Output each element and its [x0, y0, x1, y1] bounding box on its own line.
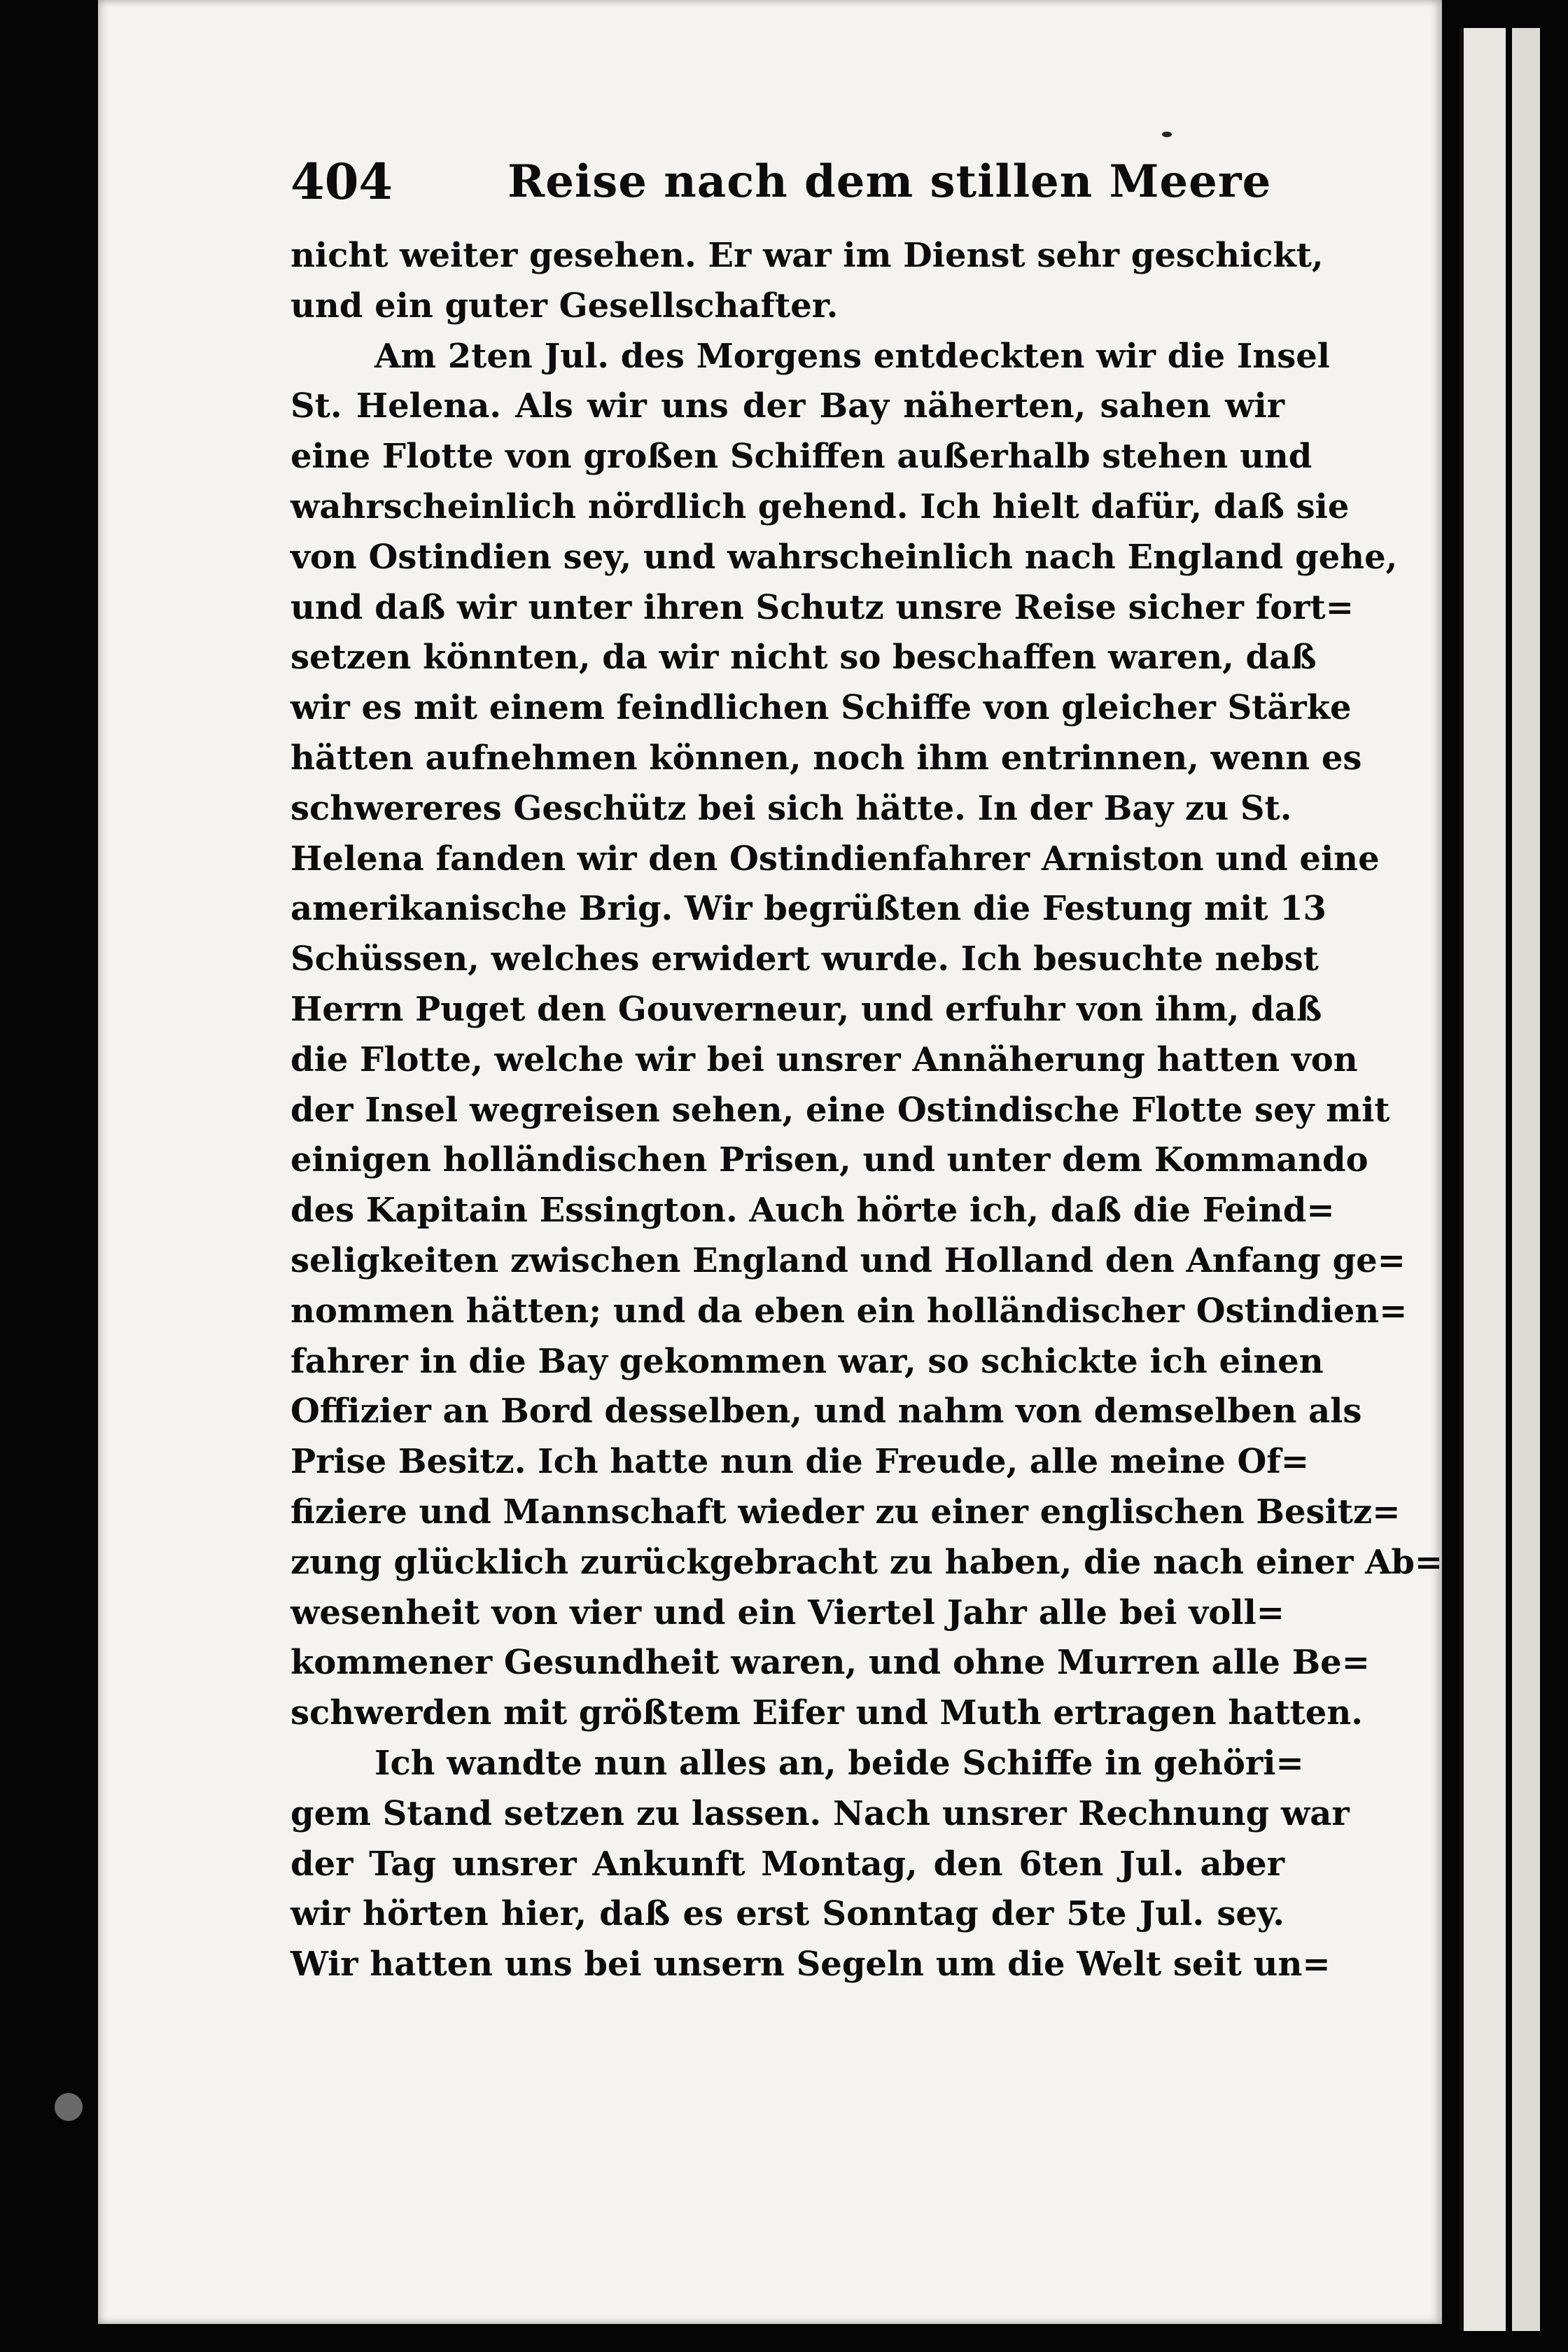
text-line: St. Helena. Als wir uns der Bay näherten, sahen wir: [290, 386, 1284, 426]
text-line: wesenheit von vier und ein Viertel Jahr alle bei voll=: [290, 1592, 1284, 1632]
text-line: hätten aufnehmen können, noch ihm entrinnen, wenn es: [290, 738, 1362, 778]
text-line: der Tag unsrer Ankunft Montag, den 6ten Jul. aber: [290, 1844, 1284, 1884]
text-line: schwerden mit größtem Eifer und Muth ertragen hatten.: [290, 1693, 1363, 1733]
text-line: von Ostindien sey, und wahrscheinlich nach England gehe,: [290, 537, 1398, 577]
text-line: und ein guter Gesellschafter.: [290, 286, 839, 326]
text-line: Helena fanden wir den Ostindienfahrer Arniston und eine: [290, 839, 1380, 878]
text-line: und daß wir unter ihren Schutz unsre Reise sicher fort=: [290, 587, 1354, 627]
text-line: Prise Besitz. Ich hatte nun die Freude, alle meine Of=: [290, 1442, 1310, 1482]
text-line: zung glücklich zurückgebracht zu haben, die nach einer Ab=: [290, 1542, 1443, 1582]
text-line: wir es mit einem feindlichen Schiffe von gleicher Stärke: [290, 688, 1352, 728]
text-line: schwereres Geschütz bei sich hätte. In der Bay zu St.: [290, 788, 1292, 828]
text-line: Wir hatten uns bei unsern Segeln um die Welt seit un=: [290, 1945, 1331, 1984]
text-line: Schüssen, welches erwidert wurde. Ich besuchte nebst: [290, 939, 1319, 979]
text-line: Am 2ten Jul. des Morgens entdeckten wir die Insel: [374, 336, 1330, 376]
text-line: die Flotte, welche wir bei unsrer Annäherung hatten von: [290, 1040, 1358, 1079]
text-line: wir hörten hier, daß es erst Sonntag der 5te Jul. sey.: [290, 1894, 1284, 1934]
text-line: des Kapitain Essington. Auch hörte ich, daß die Feind=: [290, 1191, 1335, 1231]
text-line: seligkeiten zwischen England und Holland den Anfang ge=: [290, 1240, 1406, 1280]
text-line: Offizier an Bord desselben, und nahm von demselben als: [290, 1392, 1362, 1432]
paper-blemish: [1162, 132, 1172, 137]
text-line: wahrscheinlich nördlich gehend. Ich hielt dafür, daß sie: [290, 486, 1350, 526]
text-line: gem Stand setzen zu lassen. Nach unsrer Rechnung war: [290, 1793, 1350, 1833]
text-line: kommener Gesundheit waren, und ohne Murren alle Be=: [290, 1643, 1370, 1683]
text-line: setzen könnten, da wir nicht so beschaffen waren, daß: [290, 638, 1317, 678]
text-line: nicht weiter gesehen. Er war im Dienst sehr geschickt,: [290, 236, 1324, 275]
text-line: Ich wandte nun alles an, beide Schiffe in gehöri=: [374, 1743, 1304, 1783]
text-line: fiziere und Mannschaft wieder zu einer englischen Besitz=: [290, 1492, 1401, 1532]
page-number: 404: [290, 153, 393, 211]
text-line: einigen holländischen Prisen, und unter dem Kommando: [290, 1140, 1368, 1180]
text-line: nommen hätten; und da eben ein holländischer Ostindien=: [290, 1291, 1408, 1331]
text-line: fahrer in die Bay gekommen war, so schickte ich einen: [290, 1341, 1324, 1381]
running-head: Reise nach dem stillen Meere: [507, 155, 1272, 208]
text-line: Herrn Puget den Gouverneur, und erfuhr von ihm, daß: [290, 989, 1322, 1029]
body-text: [290, 231, 1443, 1990]
paper-blemish: [55, 2093, 83, 2121]
adjacent-page-edge-outer: [1512, 28, 1540, 2331]
adjacent-page-edge: [1460, 28, 1506, 2331]
text-line: eine Flotte von großen Schiffen außerhalb stehen und: [290, 437, 1312, 477]
text-line: amerikanische Brig. Wir begrüßten die Festung mit 13: [290, 889, 1326, 929]
text-line: der Insel wegreisen sehen, eine Ostindische Flotte sey mit: [290, 1090, 1390, 1130]
page-header: [290, 150, 1284, 214]
